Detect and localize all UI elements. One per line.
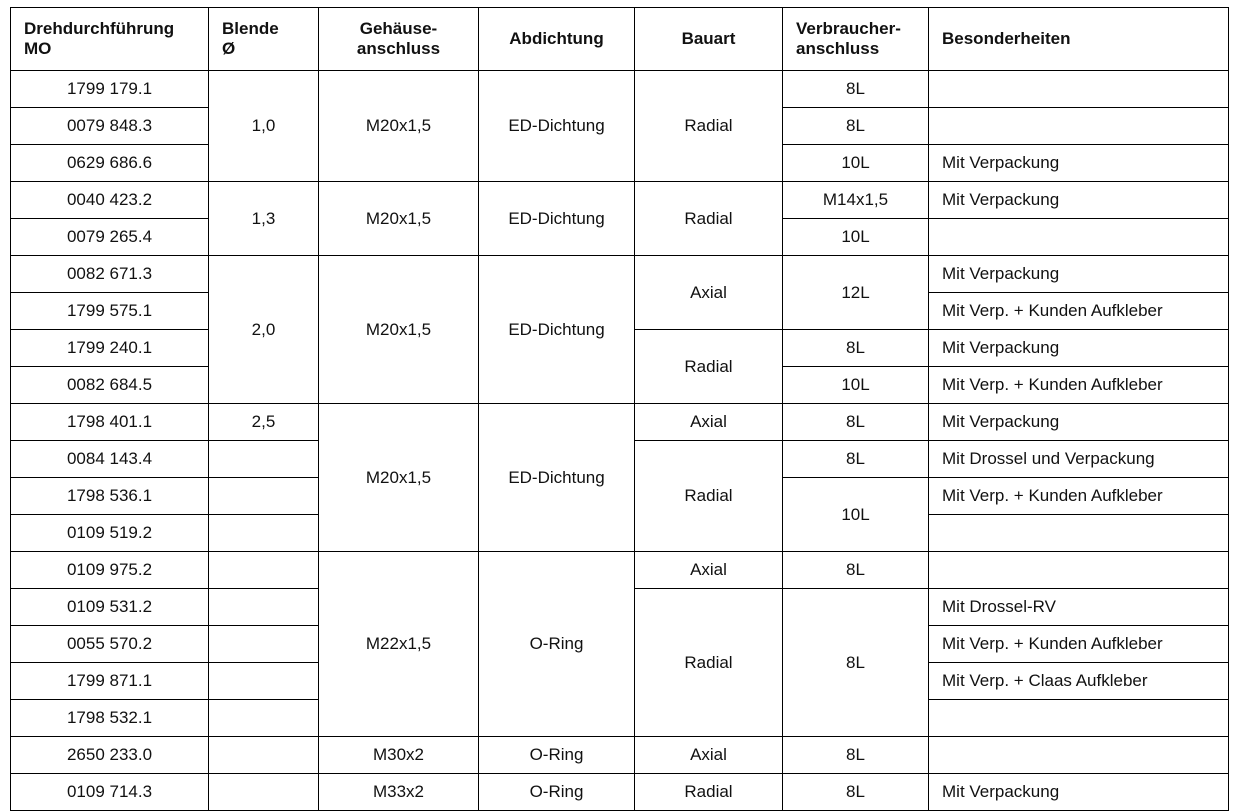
cell-mo: 0055 570.2 [11,626,209,663]
table-row [11,182,1229,219]
cell-abdichtung: ED-Dichtung [479,256,635,404]
cell-mo: 0109 531.2 [11,589,209,626]
cell-gehaeuseanschluss: M20x1,5 [319,256,479,404]
cell-besonderheiten [929,71,1229,108]
cell-blende: 1,3 [209,182,319,256]
cell-besonderheiten [929,108,1229,145]
cell-mo: 1799 871.1 [11,663,209,700]
cell-gehaeuseanschluss: M22x1,5 [319,552,479,737]
cell-blende [209,589,319,626]
cell-besonderheiten: Mit Verpackung [929,256,1229,293]
cell-mo: 1799 575.1 [11,293,209,330]
cell-verbraucheranschluss: 10L [783,145,929,182]
table-row [11,404,1229,441]
cell-verbraucheranschluss: M14x1,5 [783,182,929,219]
cell-verbraucheranschluss: 10L [783,367,929,404]
cell-mo: 0084 143.4 [11,441,209,478]
cell-besonderheiten: Mit Verpackung [929,330,1229,367]
cell-besonderheiten: Mit Verpackung [929,774,1229,811]
cell-gehaeuseanschluss: M20x1,5 [319,404,479,552]
table-row [11,552,1229,589]
header-blende: Blende Ø [209,8,319,71]
cell-blende [209,700,319,737]
cell-mo: 0082 671.3 [11,256,209,293]
cell-besonderheiten [929,700,1229,737]
cell-mo: 0079 848.3 [11,108,209,145]
header-abdichtung: Abdichtung [479,8,635,71]
cell-besonderheiten: Mit Verp. + Kunden Aufkleber [929,626,1229,663]
cell-besonderheiten: Mit Drossel-RV [929,589,1229,626]
cell-besonderheiten: Mit Drossel und Verpackung [929,441,1229,478]
cell-besonderheiten [929,737,1229,774]
cell-bauart: Radial [635,182,783,256]
cell-besonderheiten [929,552,1229,589]
cell-verbraucheranschluss: 8L [783,404,929,441]
cell-verbraucheranschluss: 8L [783,774,929,811]
cell-besonderheiten: Mit Verpackung [929,182,1229,219]
header-bauart: Bauart [635,8,783,71]
cell-bauart: Radial [635,774,783,811]
cell-blende [209,626,319,663]
cell-bauart: Radial [635,589,783,737]
cell-besonderheiten [929,515,1229,552]
cell-gehaeuseanschluss: M20x1,5 [319,71,479,182]
cell-besonderheiten: Mit Verp. + Kunden Aufkleber [929,367,1229,404]
cell-besonderheiten [929,219,1229,256]
cell-mo: 0079 265.4 [11,219,209,256]
cell-gehaeuseanschluss: M20x1,5 [319,182,479,256]
header-mo: Drehdurchführung MO [11,8,209,71]
table-row [11,737,1229,774]
cell-verbraucheranschluss: 8L [783,441,929,478]
cell-mo: 1798 401.1 [11,404,209,441]
cell-mo: 0109 975.2 [11,552,209,589]
cell-abdichtung: O-Ring [479,774,635,811]
cell-besonderheiten: Mit Verp. + Kunden Aufkleber [929,293,1229,330]
cell-mo: 0109 714.3 [11,774,209,811]
cell-bauart: Radial [635,71,783,182]
cell-blende: 1,0 [209,71,319,182]
cell-abdichtung: ED-Dichtung [479,182,635,256]
cell-besonderheiten: Mit Verp. + Kunden Aufkleber [929,478,1229,515]
cell-mo: 2650 233.0 [11,737,209,774]
cell-blende [209,552,319,589]
cell-verbraucheranschluss: 8L [783,589,929,737]
cell-mo: 0082 684.5 [11,367,209,404]
cell-abdichtung: O-Ring [479,552,635,737]
cell-verbraucheranschluss: 10L [783,478,929,552]
cell-blende: 2,0 [209,256,319,404]
cell-blende [209,441,319,478]
cell-abdichtung: O-Ring [479,737,635,774]
cell-blende [209,515,319,552]
cell-mo: 0040 423.2 [11,182,209,219]
cell-verbraucheranschluss: 8L [783,737,929,774]
cell-besonderheiten: Mit Verpackung [929,145,1229,182]
header-row [11,8,1229,71]
header-besonderheiten: Besonderheiten [929,8,1229,71]
cell-verbraucheranschluss: 12L [783,256,929,330]
cell-abdichtung: ED-Dichtung [479,71,635,182]
cell-blende: 2,5 [209,404,319,441]
cell-verbraucheranschluss: 8L [783,71,929,108]
product-table [10,7,1229,811]
cell-mo: 0629 686.6 [11,145,209,182]
cell-verbraucheranschluss: 8L [783,552,929,589]
table-row [11,71,1229,108]
header-verbraucheranschluss: Verbraucher- anschluss [783,8,929,71]
cell-blende [209,737,319,774]
cell-blende [209,478,319,515]
cell-besonderheiten: Mit Verp. + Claas Aufkleber [929,663,1229,700]
cell-gehaeuseanschluss: M33x2 [319,774,479,811]
cell-bauart: Radial [635,441,783,552]
cell-blende [209,663,319,700]
cell-mo: 1798 532.1 [11,700,209,737]
table-row [11,256,1229,293]
header-gehaeuseanschluss: Gehäuse- anschluss [319,8,479,71]
cell-bauart: Axial [635,737,783,774]
cell-bauart: Axial [635,552,783,589]
cell-verbraucheranschluss: 10L [783,219,929,256]
cell-bauart: Axial [635,256,783,330]
cell-bauart: Axial [635,404,783,441]
cell-mo: 1798 536.1 [11,478,209,515]
cell-mo: 1799 240.1 [11,330,209,367]
cell-verbraucheranschluss: 8L [783,108,929,145]
cell-verbraucheranschluss: 8L [783,330,929,367]
table-row [11,774,1229,811]
cell-mo: 1799 179.1 [11,71,209,108]
cell-bauart: Radial [635,330,783,404]
cell-gehaeuseanschluss: M30x2 [319,737,479,774]
cell-mo: 0109 519.2 [11,515,209,552]
cell-abdichtung: ED-Dichtung [479,404,635,552]
cell-blende [209,774,319,811]
cell-besonderheiten: Mit Verpackung [929,404,1229,441]
